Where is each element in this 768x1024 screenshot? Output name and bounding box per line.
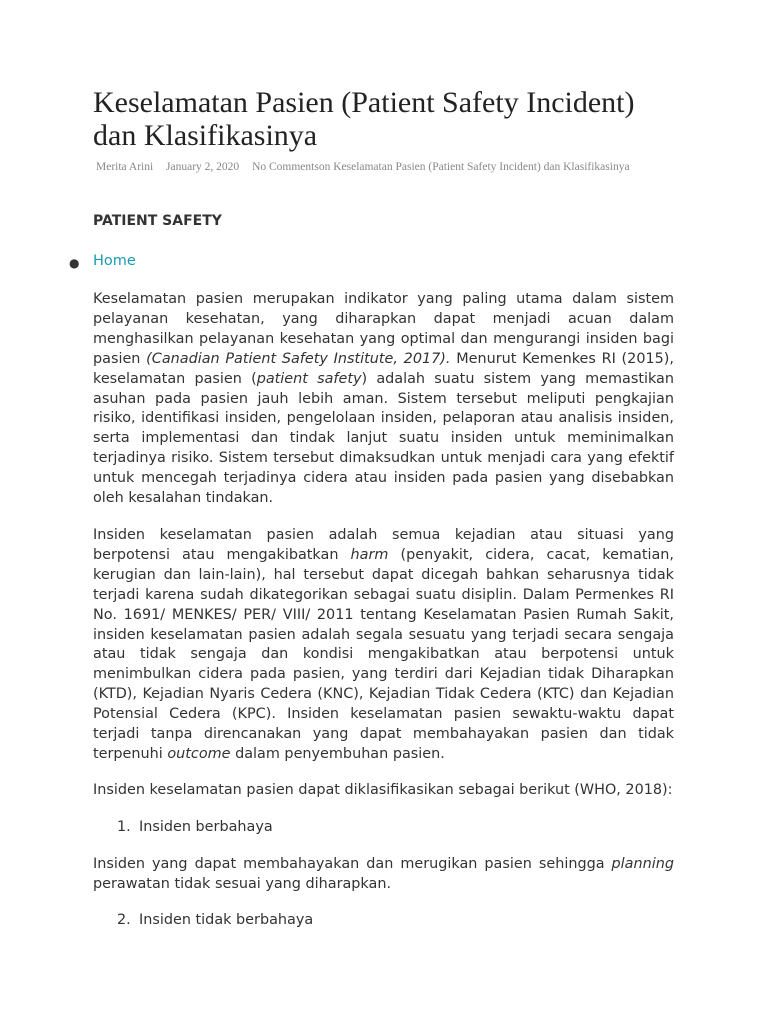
- article-title: [93, 86, 693, 152]
- title-line-2: dan Klasifikasinya: [93, 119, 318, 152]
- bullet-icon: ●: [69, 256, 80, 270]
- list-item: 1. Insiden berbahaya: [117, 819, 273, 835]
- comments-link[interactable]: No Commentson Keselamatan Pasien (Patient Safety Incident) dan Klasifikasinya: [252, 161, 630, 173]
- post-date[interactable]: January 2, 2020: [166, 161, 240, 173]
- paragraph-2: Insiden keselamatan pasien adalah semua kejadian atau situasi yang berpotensi atau mengakibatkan harm (penyakit, cidera, cacat, kematian, kerugian dan lain-lain), hal tersebut dapat dicegah bahkan seharusnya tidak terjadi karena sudah dikategorikan sebagai suatu disiplin. Dalam Permenkes RI No. 1691/ MENKES/ PER/ VIII/ 2011 tentang Keselamatan Pasien Rumah Sakit, insiden keselamatan pasien adalah segala sesuatu yang terjadi secara sengaja atau tidak sengaja dan kondisi mengakibatkan atau berpotensi untuk menimbulkan cidera pada pasien, yang terdiri dari Kejadian tidak Diharapkan (KTD), Kejadian Nyaris Cedera (KNC), Kejadian Tidak Cedera (KTC) dan Kejadian Potensial Cedera (KPC). Insiden keselamatan pasien sewaktu-waktu dapat terjadi tanpa direncanakan yang dapat membahayakan pasien dan tidak terpenuhi outcome dalam penyembuhan pasien.: [93, 527, 674, 762]
- author-link[interactable]: Merita Arini: [96, 161, 154, 173]
- home-link[interactable]: Home: [93, 253, 136, 269]
- post-meta: [93, 153, 674, 181]
- section-heading: PATIENT SAFETY: [93, 213, 222, 229]
- paragraph-4: Insiden yang dapat membahayakan dan merugikan pasien sehingga planning perawatan tidak sesuai yang diharapkan.: [93, 856, 674, 892]
- paragraph-3: Insiden keselamatan pasien dapat diklasifikasikan sebagai berikut (WHO, 2018):: [93, 782, 673, 798]
- paragraph-1: Keselamatan pasien merupakan indikator yang paling utama dalam sistem pelayanan kesehatan, yang diharapkan dapat menjadi acuan dalam menghasilkan pelayanan kesehatan yang optimal dan mengurangi insiden bagi pasien (Canadian Patient Safety Institute, 2017). Menurut Kemenkes RI (2015), keselamatan pasien (patient safety) adalah suatu sistem yang memastikan asuhan pada pasien jauh lebih aman. Sistem tersebut meliputi pengkajian risiko, identifikasi insiden, pengelolaan insiden, pelaporan atau analisis insiden, serta implementasi dan tindak lanjut suatu insiden untuk meminimalkan terjadinya risiko. Sistem tersebut dimaksudkan untuk menjadi cara yang efektif untuk mencegah terjadinya cidera atau insiden pada pasien yang disebabkan oleh kesalahan tindakan.: [93, 291, 674, 507]
- title-line-1: Keselamatan Pasien (Patient Safety Incident): [93, 86, 635, 119]
- list-item: 2. Insiden tidak berbahaya: [117, 912, 314, 928]
